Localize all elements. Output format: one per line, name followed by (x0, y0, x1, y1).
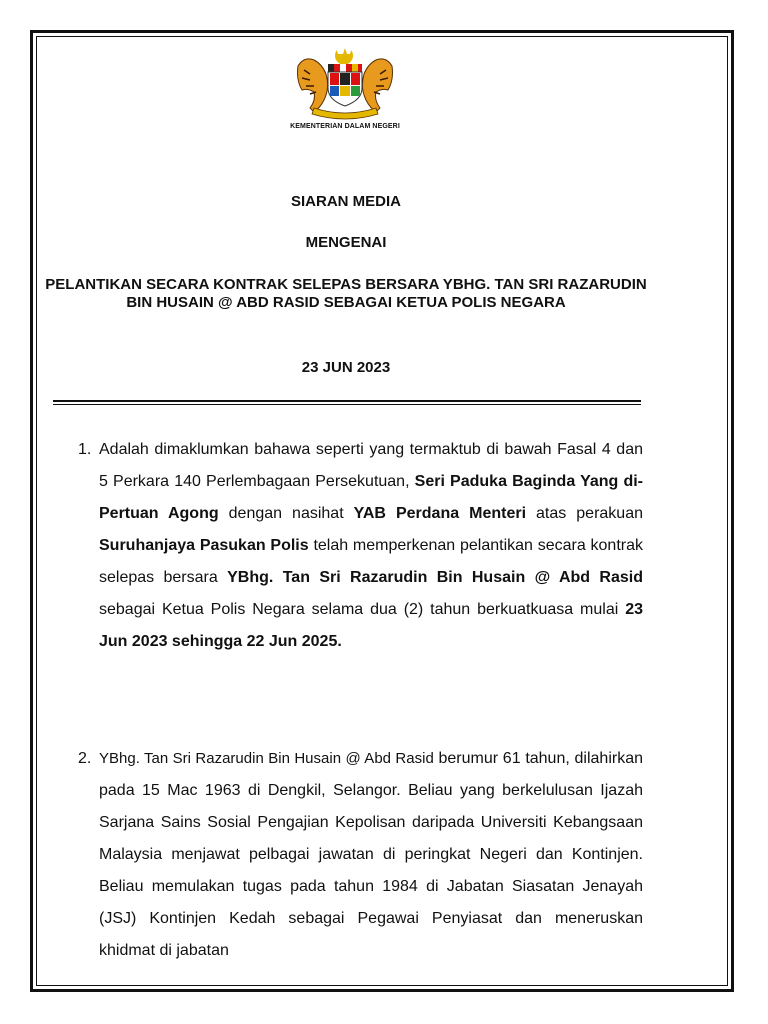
bold-text-segment: YBhg. Tan Sri Razarudin Bin Husain @ Abd Rasid (227, 569, 643, 586)
release-title: PELANTIKAN SECARA KONTRAK SELEPAS BERSARA YBHG. TAN SRI RAZARUDIN BIN HUSAIN @ ABD RASID SEBAGAI KETUA POLIS NEGARA (45, 276, 647, 311)
text-segment: atas perakuan (526, 505, 644, 522)
ministry-name: KEMENTERIAN DALAM NEGERI (290, 123, 400, 130)
paragraph-number: 1. (78, 441, 92, 458)
text-segment: berumur 61 tahun, dilahirkan pada 15 Mac 1963 di Dengkil, Selangor. Beliau yang berkelulusan Ijazah Sarjana Sains Sosial Pengajian Kepolisan daripada Universiti Kebangsaan Malaysia menjawat pelbagai jawatan di peringkat Negeri dan Kontinjen. Beliau memulakan tugas pada tahun 1984 di Jabatan Siasatan Jenayah (JSJ) Kontinjen Kedah sebagai Pegawai Penyiasat dan meneruskan khidmat di jabatan (99, 750, 643, 959)
text-segment: Adalah dimaklumkan bahawa seperti yang termaktub di bawah Fasal 4 dan 5 Perkara 140 Perlembagaan Persekutuan, (99, 441, 643, 490)
bold-text-segment: Seri Paduka Baginda Yang di-Pertuan Agong (99, 473, 643, 522)
media-label: SIARAN MEDIA (290, 193, 401, 210)
divider-thin (53, 404, 641, 405)
paragraph-number: 2. (78, 750, 92, 767)
paragraph-1 (99, 434, 643, 658)
bold-text-segment: 23 Jun 2023 sehingga 22 Jun 2025. (99, 601, 643, 650)
divider-thick (53, 400, 641, 402)
text-segment: telah memperkenan pelantikan secara kontrak selepas bersara (99, 537, 643, 586)
malaysia-coat-of-arms-icon (290, 46, 400, 122)
bold-text-segment: Suruhanjaya Pasukan Polis (99, 537, 309, 554)
paragraph-2 (99, 743, 643, 967)
text-segment: sebagai Ketua Polis Negara selama dua (2) tahun berkuatkuasa mulai (99, 601, 626, 618)
text-segment: dengan nasihat (218, 505, 354, 522)
release-date: 23 JUN 2023 (301, 359, 391, 376)
bold-text-segment: YAB Perdana Menteri (353, 505, 527, 522)
regarding-label: MENGENAI (305, 234, 387, 251)
text-segment: YBhg. Tan Sri Razarudin Bin Husain @ Abd Rasid (99, 750, 434, 767)
